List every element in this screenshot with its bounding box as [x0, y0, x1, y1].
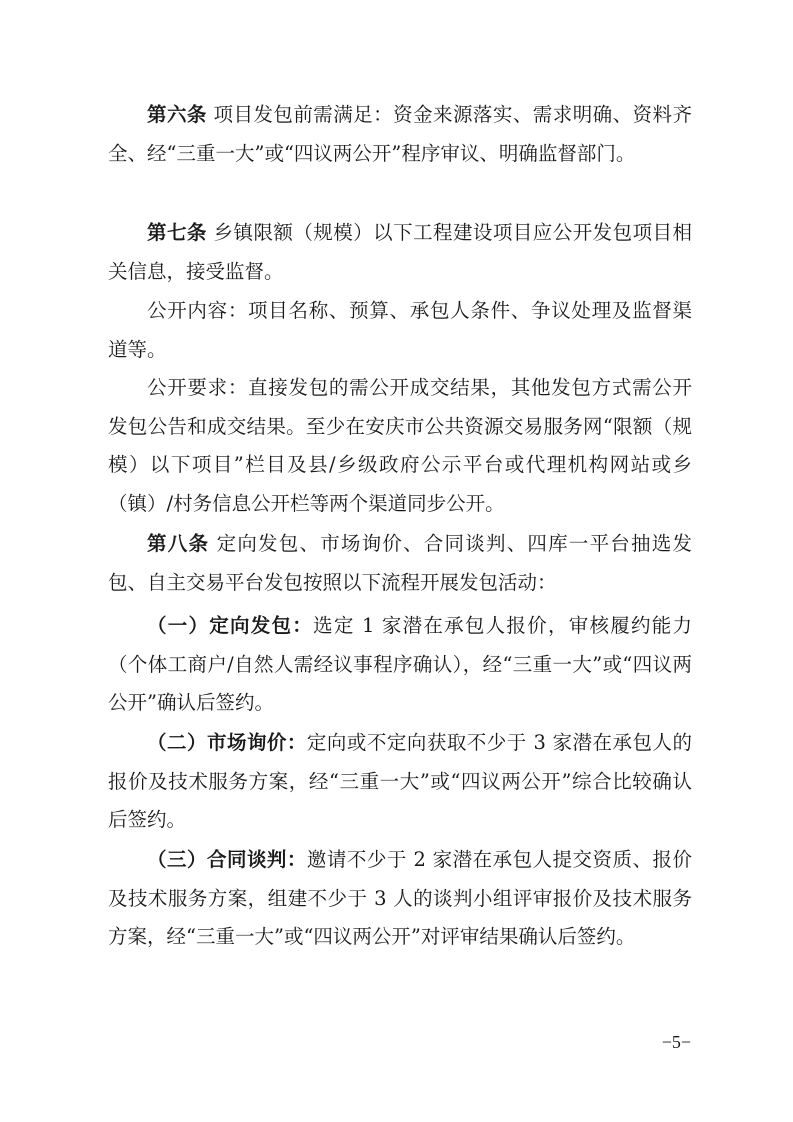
article-7-text: 乡镇限额（规模）以下工程建设项目应公开发包项目相关信息，接受监督。 [108, 221, 692, 283]
disclosure-content-paragraph [108, 292, 692, 369]
item-2-text: 定向或不定向获取不少于 3 家潜在承包人的报价及技术服务方案，经“三重一大”或“四议两公开”综合比较确认后签约。 [108, 731, 692, 831]
item-3-label: （三）合同谈判： [147, 848, 307, 871]
article-6-paragraph [108, 96, 692, 173]
disclosure-content-text: 公开内容：项目名称、预算、承包人条件、争议处理及监督渠道等。 [108, 299, 692, 361]
item-3-text: 邀请不少于 2 家潜在承包人提交资质、报价及技术服务方案，组建不少于 3 人的谈判小组评审报价及技术服务方案，经“三重一大”或“四议两公开”对评审结果确认后签约。 [108, 848, 692, 948]
article-7-label: 第七条 [147, 221, 207, 244]
article-7-paragraph [108, 214, 692, 291]
item-1-text: 选定 1 家潜在承包人报价，审核履约能力（个体工商户/自然人需经议事程序确认），经“三重一大”或“四议两公开”确认后签约。 [108, 614, 692, 714]
item-1-label: （一）定向发包： [147, 614, 314, 637]
article-6-text: 项目发包前需满足：资金来源落实、需求明确、资料齐全、经“三重一大”或“四议两公开”程序审议、明确监督部门。 [108, 103, 692, 165]
disclosure-requirements-text: 公开要求：直接发包的需公开成交结果，其他发包方式需公开发包公告和成交结果。至少在安庆市公共资源交易服务网“限额（规模）以下项目”栏目及县/乡级政府公示平台或代理机构网站或乡（镇）/村务信息公开栏等两个渠道同步公开。 [108, 376, 692, 515]
item-2-paragraph [108, 724, 692, 840]
article-8-label: 第八条 [147, 532, 210, 555]
disclosure-requirements-paragraph [108, 369, 692, 523]
item-3-paragraph [108, 841, 692, 957]
article-6-label: 第六条 [147, 103, 207, 126]
article-8-text: 定向发包、市场询价、合同谈判、四库一平台抽选发包、自主交易平台发包按照以下流程开展发包活动： [108, 532, 692, 594]
item-1-paragraph [108, 607, 692, 723]
page-number: −5− [661, 1032, 691, 1052]
article-8-paragraph [108, 525, 692, 602]
item-2-label: （二）市场询价： [147, 731, 307, 754]
